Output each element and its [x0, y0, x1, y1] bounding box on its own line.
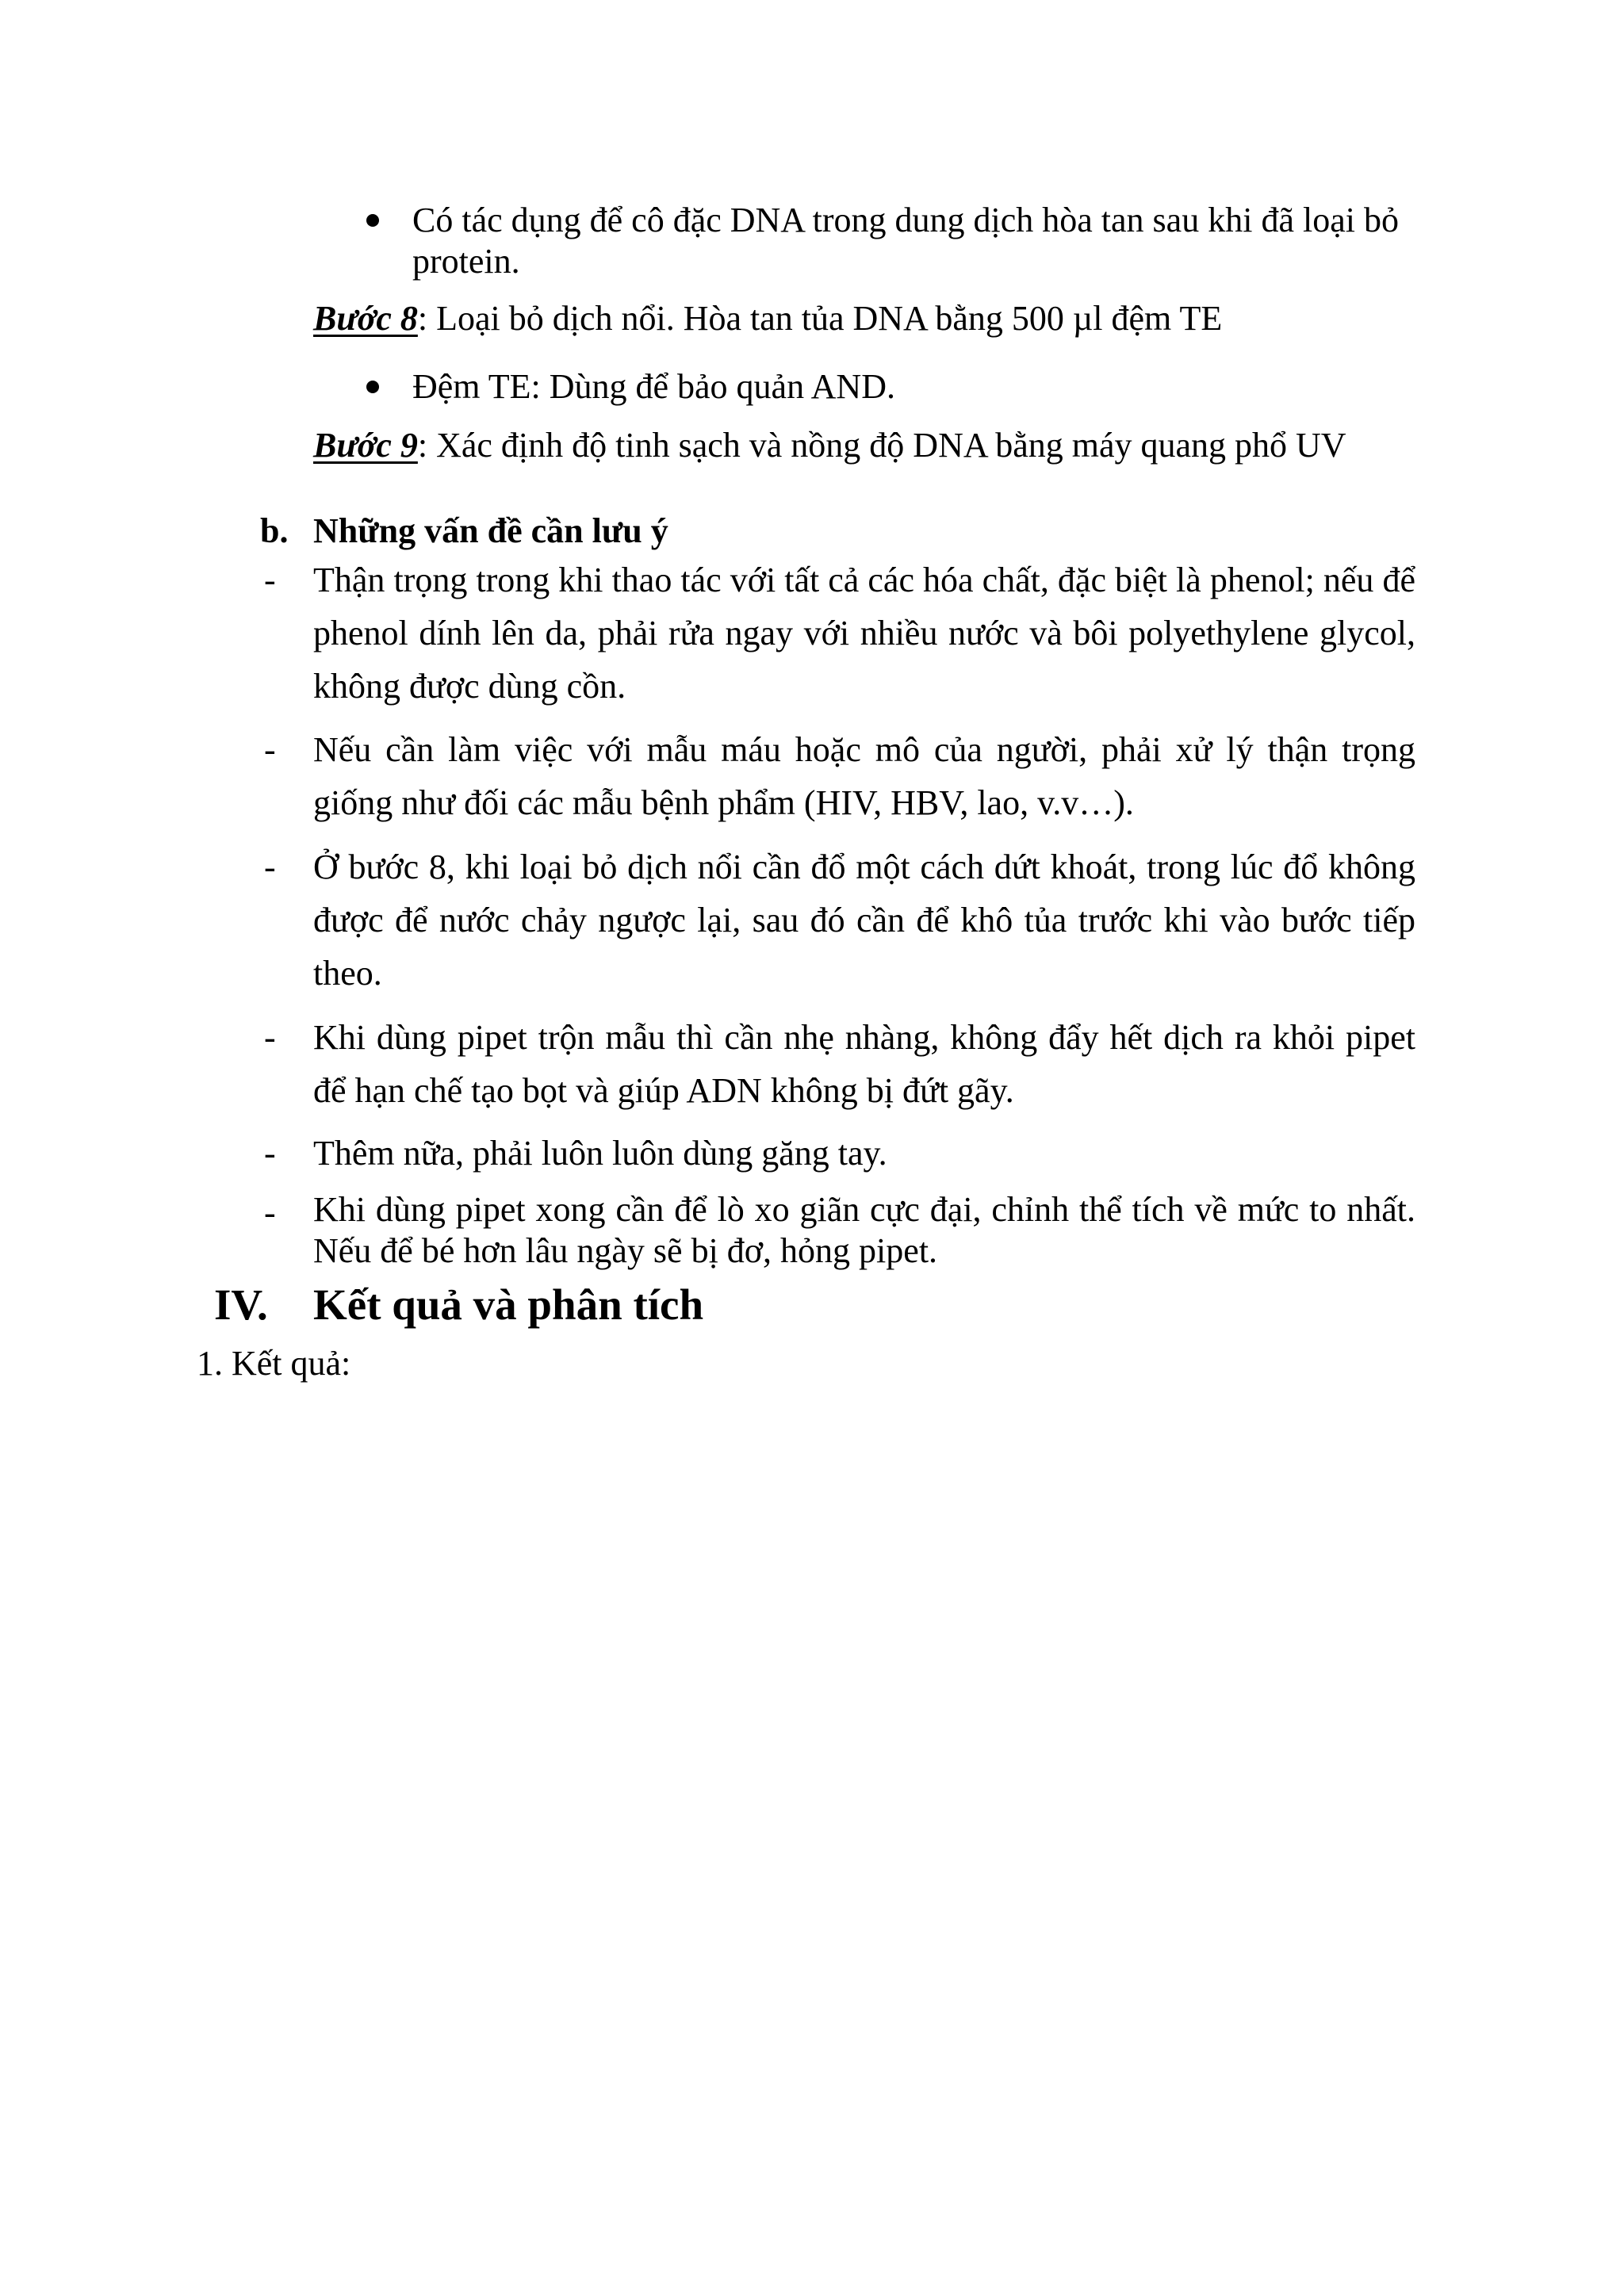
step-8-label: Bước 8	[313, 299, 418, 338]
note-item-1: Thận trọng trong khi thao tác với tất cả các hóa chất, đặc biệt là phenol; nếu để phenol dính lên da, phải rửa ngay với nhiều nước và bôi polyethylene glycol, không được dùng cồn.	[313, 561, 1415, 706]
step-8-line	[313, 301, 1222, 336]
note-item-2: Nếu cần làm việc với mẫu máu hoặc mô của người, phải xử lý thận trọng giống như đối các mẫu bệnh phẩm (HIV, HBV, lao, v.v…).	[313, 730, 1415, 822]
section-iv-title: Kết quả và phân tích	[313, 1280, 704, 1329]
note-item-4: Khi dùng pipet trộn mẫu thì cần nhẹ nhàng, không đẩy hết dịch ra khỏi pipet để hạn chế tạo bọt và giúp ADN không bị đứt gãy.	[313, 1018, 1415, 1110]
note-item-6: Khi dùng pipet xong cần để lò xo giãn cực đại, chỉnh thể tích về mức to nhất. Nếu để bé hơn lâu ngày sẽ bị đơ, hỏng pipet.	[313, 1190, 1415, 1270]
section-iv-numeral: IV.	[214, 1280, 268, 1329]
step-9-label: Bước 9	[313, 426, 418, 465]
section-b-title: Những vấn đề cần lưu ý	[313, 511, 668, 550]
bullet-text-line-2: protein.	[412, 242, 520, 281]
note-dash: -	[264, 848, 276, 886]
note-item-5: Thêm nữa, phải luôn luôn dùng găng tay.	[313, 1134, 887, 1173]
step-9-line	[313, 428, 1346, 463]
note-item-3: Ở bước 8, khi loại bỏ dịch nổi cần đổ một cách dứt khoát, trong lúc đổ không được để nước chảy ngược lại, sau đó cần để khô tủa trước khi vào bước tiếp theo.	[313, 848, 1415, 993]
step-8-text: : Loại bỏ dịch nổi. Hòa tan tủa DNA bằng 500 µl đệm TE	[417, 299, 1223, 338]
note-dash: -	[264, 1134, 276, 1173]
note-dash: -	[264, 730, 276, 769]
note-dash: -	[264, 1193, 276, 1232]
note-dash: -	[264, 1018, 276, 1057]
te-buffer-bullet-text: Đệm TE: Dùng để bảo quản AND.	[412, 367, 895, 406]
result-label: 1. Kết quả:	[197, 1344, 351, 1383]
step-9-text: : Xác định độ tinh sạch và nồng độ DNA bằng máy quang phổ UV	[417, 426, 1346, 465]
note-dash: -	[264, 561, 276, 599]
bullet-text-line-1: Có tác dụng để cô đặc DNA trong dung dịch hòa tan sau khi đã loại bỏ	[412, 201, 1399, 239]
bullet-dot	[366, 214, 379, 227]
bullet-dot	[366, 381, 379, 393]
section-b-marker: b.	[260, 511, 289, 550]
